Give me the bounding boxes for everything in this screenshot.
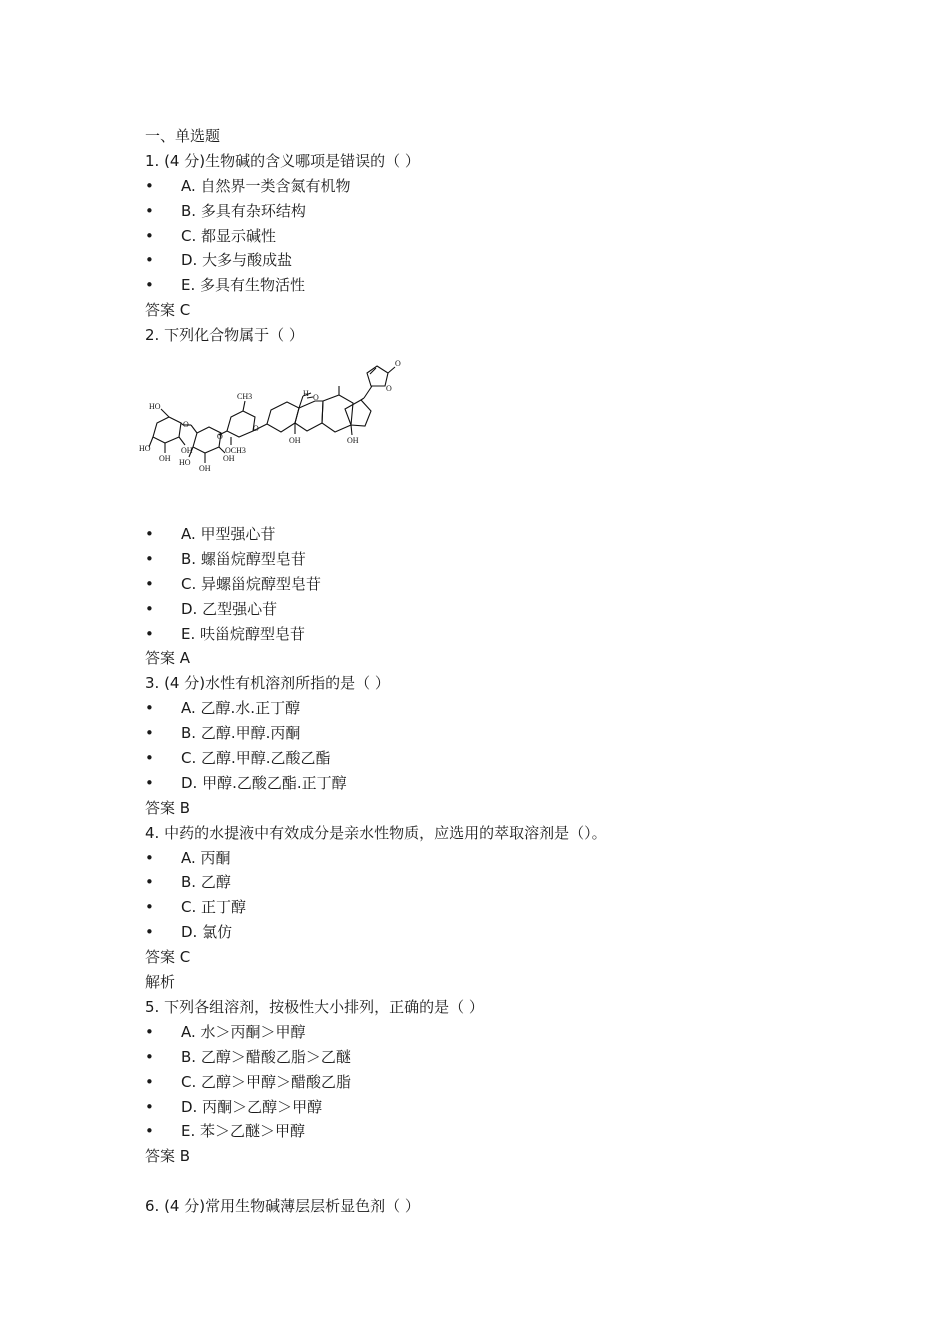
atom-label: O — [386, 384, 392, 394]
option-item: • B. 多具有杂环结构 — [145, 199, 905, 224]
question-stem: 1. (4 分)生物碱的含义哪项是错误的（ ） — [145, 151, 420, 170]
bullet-icon: • — [145, 599, 154, 618]
option-item: • C. 都显示碱性 — [145, 224, 905, 249]
atom-label: O — [253, 424, 259, 434]
atom-label: O — [217, 432, 223, 442]
option-item: • C. 异螺甾烷醇型皂苷 — [145, 572, 905, 597]
atom-label: OH — [223, 454, 235, 464]
option-item: • D. 大多与酸成盐 — [145, 248, 905, 273]
bullet-icon: • — [145, 773, 154, 792]
option-item: • D. 甲醇.乙酸乙酯.正丁醇 — [145, 771, 905, 796]
cardiac-glycoside-structure — [139, 353, 429, 518]
bullet-icon: • — [145, 251, 154, 270]
bullet-icon: • — [145, 1122, 154, 1141]
atom-label: O — [395, 359, 401, 369]
atom-label: OH — [347, 436, 359, 446]
answer-line: 答案 B — [145, 1147, 191, 1166]
atom-label: OH — [159, 454, 171, 464]
atom-label: HO — [179, 458, 191, 468]
answer-line: 答案 B — [145, 798, 191, 817]
document-content — [139, 124, 905, 1219]
bullet-icon: • — [145, 1097, 154, 1116]
option-item: • A. 自然界一类含氮有机物 — [145, 174, 905, 199]
bullet-icon: • — [145, 873, 154, 892]
atom-label: CH3 — [237, 392, 253, 402]
chemical-structure-figure — [139, 348, 905, 522]
option-item: • B. 乙醇 — [145, 870, 905, 895]
option-item: • D. 丙酮＞乙醇＞甲醇 — [145, 1095, 905, 1120]
question-stem: 5. 下列各组溶剂，按极性大小排列，正确的是（ ） — [145, 997, 484, 1016]
option-item: • D. 氯仿 — [145, 920, 905, 945]
option-item: • B. 螺甾烷醇型皂苷 — [145, 547, 905, 572]
bullet-icon: • — [145, 848, 154, 867]
bullet-icon: • — [145, 525, 154, 544]
answer-line: 答案 C — [145, 301, 191, 320]
bullet-icon: • — [145, 749, 154, 768]
answer-line: 答案 C — [145, 948, 191, 967]
option-item: • D. 乙型强心苷 — [145, 597, 905, 622]
bullet-icon: • — [145, 1047, 154, 1066]
option-item: • A. 丙酮 — [145, 846, 905, 871]
atom-label: O — [313, 393, 319, 403]
bullet-icon: • — [145, 226, 154, 245]
option-item: • E. 多具有生物活性 — [145, 273, 905, 298]
question-stem: 3. (4 分)水性有机溶剂所指的是（ ） — [145, 674, 390, 693]
option-item: • E. 呋甾烷醇型皂苷 — [145, 622, 905, 647]
bullet-icon: • — [145, 201, 154, 220]
bullet-icon: • — [145, 923, 154, 942]
atom-label: O — [183, 420, 189, 430]
answer-line: 答案 A — [145, 649, 191, 668]
option-item: • A. 乙醇.水.正丁醇 — [145, 696, 905, 721]
bullet-icon: • — [145, 1072, 154, 1091]
bullet-icon: • — [145, 176, 154, 195]
bullet-icon: • — [145, 624, 154, 643]
question-stem: 6. (4 分)常用生物碱薄层层析显色剂（ ） — [145, 1197, 420, 1216]
option-item: • A. 甲型强心苷 — [145, 522, 905, 547]
atom-label: OCH3 — [225, 446, 246, 456]
atom-label: OH — [199, 464, 211, 474]
atom-label: HO — [149, 402, 161, 412]
option-item: • B. 乙醇.甲醇.丙酮 — [145, 721, 905, 746]
bullet-icon: • — [145, 724, 154, 743]
bullet-icon: • — [145, 898, 154, 917]
option-item: • C. 乙醇.甲醇.乙酸乙酯 — [145, 746, 905, 771]
bullet-icon: • — [145, 1022, 154, 1041]
atom-label: H — [303, 389, 309, 399]
option-item: • E. 苯＞乙醚＞甲醇 — [145, 1119, 905, 1144]
spacer — [145, 1169, 905, 1194]
option-item: • B. 乙醇＞醋酸乙脂＞乙醚 — [145, 1045, 905, 1070]
atom-label: OH — [289, 436, 301, 446]
atom-label: OH — [181, 446, 193, 456]
question-stem: 4. 中药的水提液中有效成分是亲水性物质，应选用的萃取溶剂是（）。 — [145, 823, 607, 842]
explanation-label: 解析 — [145, 973, 176, 992]
bullet-icon: • — [145, 699, 154, 718]
option-item: • C. 乙醇＞甲醇＞醋酸乙脂 — [145, 1070, 905, 1095]
option-item: • C. 正丁醇 — [145, 895, 905, 920]
question-stem: 2. 下列化合物属于（ ） — [145, 326, 304, 345]
section-title: 一、单选题 — [145, 127, 221, 145]
atom-label: HO — [139, 444, 151, 454]
option-item: • A. 水＞丙酮＞甲醇 — [145, 1020, 905, 1045]
bullet-icon: • — [145, 549, 154, 568]
bullet-icon: • — [145, 574, 154, 593]
bullet-icon: • — [145, 276, 154, 295]
